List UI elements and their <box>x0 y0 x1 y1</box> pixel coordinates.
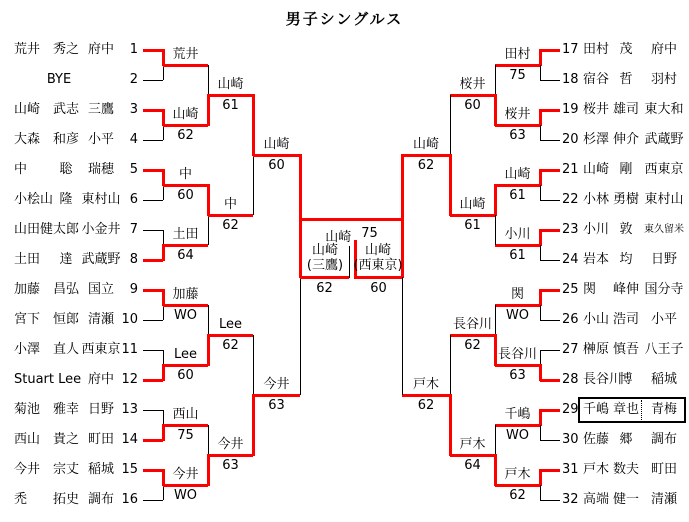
bracket-line <box>495 124 540 127</box>
player-club: 三鷹 <box>87 102 114 117</box>
seed-number: 4 <box>129 132 138 147</box>
match-score: 62 <box>417 158 435 173</box>
player-club: 小平 <box>87 132 114 147</box>
match-winner-label: 中 <box>178 167 192 182</box>
match-score: 62 <box>316 281 333 296</box>
player-club: 青梅 <box>650 402 677 417</box>
match-score: 64 <box>177 248 194 263</box>
bracket-line <box>402 277 403 395</box>
player-given-name: 昌弘 <box>52 282 79 297</box>
player-club: 府中 <box>87 42 114 57</box>
match-score: 62 <box>464 338 481 353</box>
bracket-line <box>402 394 450 397</box>
player-name: 榊原 <box>583 342 610 357</box>
bracket-line <box>163 364 208 367</box>
player-club: 武蔵野 <box>81 252 121 267</box>
player-name: 千嶋 <box>583 402 610 417</box>
player-given-name: 隆 <box>59 192 73 207</box>
seed-number: 32 <box>562 492 579 507</box>
player-name: 杉澤 <box>583 132 610 147</box>
match-score: 75 <box>509 68 526 83</box>
match-winner-label: 山崎 <box>459 197 486 212</box>
match-score: 61 <box>464 218 481 233</box>
player-given-name: 恒郎 <box>52 312 79 327</box>
player-given-name: 宗丈 <box>52 462 79 477</box>
player-given-name: 峰伸 <box>612 282 639 297</box>
match-score: 61 <box>222 98 239 113</box>
player-club: 武蔵野 <box>644 132 684 147</box>
bracket-line <box>495 244 540 247</box>
bracket-line <box>208 94 253 97</box>
match-winner-label: 桜井 <box>459 77 486 92</box>
seed-number: 13 <box>121 402 138 417</box>
match-score: 63 <box>268 398 285 413</box>
match-score: WO <box>505 428 530 443</box>
seed-number: 10 <box>121 312 138 327</box>
match-score: 61 <box>509 248 526 263</box>
match-winner-label: 田村 <box>504 47 531 62</box>
bracket-line <box>495 364 540 367</box>
player-given-name: 健一 <box>612 492 639 507</box>
player-club: 西東京 <box>81 342 121 357</box>
match-winner-label: 山崎 <box>263 137 290 152</box>
match-winner-label: 荒井 <box>172 47 199 62</box>
player-given-name: 達 <box>59 252 73 267</box>
bracket-line <box>495 484 540 487</box>
player-name: 今井 <box>14 462 41 477</box>
match-winner-label: 桜井 <box>504 107 531 122</box>
match-score: 63 <box>509 128 526 143</box>
player-name: 小林 <box>583 192 610 207</box>
match-winner-label: Lee <box>218 317 242 332</box>
seed-number: 25 <box>562 282 579 297</box>
seed-number: 1 <box>129 42 138 57</box>
match-score: 60 <box>268 158 285 173</box>
match-winner-label: 山崎 <box>504 167 531 182</box>
player-name: 山崎 <box>583 162 610 177</box>
player-name: Stuart Lee <box>14 372 82 387</box>
seed-number: 23 <box>562 222 579 237</box>
player-name: 山崎 <box>14 102 41 117</box>
bracket-line <box>208 214 253 217</box>
seed-number: 12 <box>121 372 138 387</box>
player-club: 清瀬 <box>650 492 677 507</box>
player-club: 調布 <box>87 492 114 507</box>
match-score: 63 <box>222 458 239 473</box>
seed-number: 22 <box>562 192 579 207</box>
player-name: 禿 <box>14 492 28 507</box>
player-given-name: 章也 <box>612 402 639 417</box>
player-club: 日野 <box>87 402 114 417</box>
match-winner-label: Lee <box>173 347 197 362</box>
seed-number: 30 <box>562 432 579 447</box>
player-club: 東大和 <box>644 102 684 117</box>
player-given-name: 剛 <box>619 162 633 177</box>
player-club: 西東京 <box>644 162 684 177</box>
seed-number: 17 <box>562 42 579 57</box>
match-score: 62 <box>222 338 239 353</box>
match-score: 75 <box>177 428 194 443</box>
player-given-name: 均 <box>619 252 633 267</box>
bracket-line <box>450 454 495 457</box>
player-club: 小金井 <box>81 222 121 237</box>
player-given-name: 博 <box>619 372 633 387</box>
match-score: 62 <box>417 398 435 413</box>
player-club: 東村山 <box>644 192 684 207</box>
player-club: 府中 <box>650 42 677 57</box>
player-club: 町田 <box>650 462 677 477</box>
match-winner-label: 戸木 <box>459 437 486 452</box>
player-club: 府中 <box>87 372 114 387</box>
bracket-line <box>163 304 208 307</box>
match-score: 60 <box>177 368 194 383</box>
player-name: 菊池 <box>14 402 41 417</box>
player-name: 宿谷 <box>583 72 610 87</box>
bracket-line <box>163 244 208 247</box>
tournament-title: 男子シングルス <box>285 10 404 28</box>
player-club: 東村山 <box>81 192 121 207</box>
player-club: 日野 <box>650 252 677 267</box>
match-winner-label: 関 <box>510 287 524 302</box>
match-winner-label: 戸木 <box>412 377 439 392</box>
match-score: WO <box>173 308 198 323</box>
player-name: 中 <box>14 162 28 177</box>
player-club: 八王子 <box>644 342 684 357</box>
match-winner-label: 長谷川 <box>497 347 537 362</box>
player-name: 小桧山 <box>14 192 54 207</box>
seed-number: 28 <box>562 372 579 387</box>
player-given-name: 聡 <box>59 162 73 177</box>
match-winner-label: 加藤 <box>172 287 199 302</box>
player-given-name: 敦 <box>619 222 633 237</box>
seed-number: 19 <box>562 102 579 117</box>
bracket-line <box>495 304 540 307</box>
bracket-line <box>163 424 208 427</box>
player-name: 加藤 <box>14 282 41 297</box>
bracket-line <box>450 334 495 337</box>
finalist-club: (三鷹) <box>306 258 344 273</box>
match-score: 62 <box>222 218 239 233</box>
player-club: 稲城 <box>87 462 114 477</box>
bracket-line <box>163 64 208 67</box>
bracket-line <box>300 276 349 279</box>
bracket-line <box>355 276 402 279</box>
player-club: 町田 <box>87 432 114 447</box>
match-winner-label: 山崎 <box>412 137 439 152</box>
seed-number: 29 <box>562 402 579 417</box>
player-name: 長谷川 <box>583 372 623 387</box>
seed-number: 8 <box>129 252 138 267</box>
player-given-name: 哲 <box>619 72 633 87</box>
player-name: 宮下 <box>14 312 41 327</box>
player-name: 土田 <box>14 252 41 267</box>
finalist-name: 山崎 <box>311 243 338 258</box>
seed-number: 3 <box>129 102 138 117</box>
player-name: 高端 <box>583 492 610 507</box>
bracket-line <box>253 154 300 157</box>
bracket-line <box>163 124 208 127</box>
seed-number: 26 <box>562 312 579 327</box>
seed-number: 7 <box>129 222 138 237</box>
match-winner-label: 千嶋 <box>504 407 531 422</box>
bracket-line <box>402 154 450 157</box>
player-club: 瑞穂 <box>87 162 114 177</box>
player-name: 大森 <box>14 132 41 147</box>
match-winner-label: 戸木 <box>504 467 531 482</box>
player-club: 羽村 <box>650 72 677 87</box>
player-given-name: 雅幸 <box>52 402 79 417</box>
match-score: 62 <box>509 488 526 503</box>
seed-number: 6 <box>129 192 138 207</box>
bracket-line <box>495 424 540 427</box>
player-name: 荒井 <box>14 42 41 57</box>
player-name: 田村 <box>583 42 610 57</box>
player-name: 小澤 <box>14 342 41 357</box>
match-winner-label: 長谷川 <box>452 317 492 332</box>
bracket-line <box>208 334 253 337</box>
bracket-line <box>495 64 540 67</box>
player-club: 国分寺 <box>644 282 684 297</box>
player-given-name: 数夫 <box>612 462 639 477</box>
final-score: 75 <box>361 226 378 241</box>
seed-number: 11 <box>121 342 138 357</box>
player-given-name: 郷 <box>619 432 633 447</box>
match-score: 64 <box>464 458 481 473</box>
bracket-line <box>163 65 164 80</box>
bracket-line <box>450 214 495 217</box>
match-score: 60 <box>177 188 194 203</box>
player-club: 清瀬 <box>87 312 114 327</box>
player-club: 東久留米 <box>644 224 684 235</box>
seed-number: 14 <box>121 432 138 447</box>
finalist-club: (西東京) <box>353 258 403 273</box>
seed-number: 9 <box>129 282 138 297</box>
player-given-name: 雄司 <box>612 102 639 117</box>
bracket-line <box>208 454 253 457</box>
seed-number: 24 <box>562 252 579 267</box>
player-name: 山田健太郎 <box>14 222 80 237</box>
match-winner-label: 小川 <box>504 227 531 242</box>
player-club: 小平 <box>650 312 677 327</box>
player-given-name: 茂 <box>619 42 633 57</box>
match-winner-label: 今井 <box>172 467 199 482</box>
player-name: 関 <box>583 282 597 297</box>
bracket-line <box>495 184 540 187</box>
match-winner-label: 山崎 <box>172 107 199 122</box>
player-given-name: 武志 <box>52 102 79 117</box>
seed-number: 5 <box>129 162 138 177</box>
match-winner-label: 土田 <box>172 227 199 242</box>
match-score: WO <box>173 488 198 503</box>
player-given-name: 秀之 <box>52 42 79 57</box>
player-given-name: 勇樹 <box>612 192 639 207</box>
match-score: 62 <box>177 128 194 143</box>
bracket-line <box>253 394 300 397</box>
champion-name: 山崎 <box>325 230 352 245</box>
bracket-line <box>450 94 495 97</box>
seed-number: 21 <box>562 162 579 177</box>
player-name: 西山 <box>14 432 41 447</box>
match-winner-label: 中 <box>223 197 237 212</box>
match-score: 60 <box>464 98 481 113</box>
player-given-name: 伸介 <box>612 132 639 147</box>
match-winner-label: 山崎 <box>217 77 244 92</box>
player-name: 佐藤 <box>583 432 610 447</box>
player-name: 小川 <box>583 222 610 237</box>
match-winner-label: 西山 <box>172 407 199 422</box>
seed-number: 15 <box>121 462 138 477</box>
finalist-name: 山崎 <box>364 243 391 258</box>
bracket-line <box>163 484 208 487</box>
player-given-name: 慎吾 <box>612 342 639 357</box>
seed-number: 20 <box>562 132 579 147</box>
player-given-name: 直人 <box>52 342 79 357</box>
match-winner-label: 今井 <box>263 377 290 392</box>
player-given-name: 拓史 <box>52 492 79 507</box>
seed-number: 2 <box>129 72 138 87</box>
player-club: 稲城 <box>650 372 677 387</box>
match-score: 60 <box>370 281 387 296</box>
bracket-line <box>143 80 163 81</box>
player-name: 戸木 <box>583 462 610 477</box>
seed-number: 16 <box>121 492 138 507</box>
player-given-name: 貴之 <box>52 432 79 447</box>
match-score: 63 <box>509 368 526 383</box>
match-score: WO <box>505 308 530 323</box>
player-given-name: 浩司 <box>612 312 639 327</box>
player-name: 桜井 <box>583 102 610 117</box>
bracket-line <box>163 184 208 187</box>
player-name: BYE <box>46 72 72 87</box>
player-name: 小山 <box>583 312 610 327</box>
seed-number: 18 <box>562 72 579 87</box>
seed-number: 31 <box>562 462 579 477</box>
bracket-line <box>300 218 403 221</box>
player-club: 調布 <box>650 432 677 447</box>
seed-number: 27 <box>562 342 579 357</box>
player-given-name: 和彦 <box>52 132 79 147</box>
match-score: 61 <box>509 188 526 203</box>
match-winner-label: 今井 <box>217 437 244 452</box>
player-club: 国立 <box>87 282 114 297</box>
player-name: 岩本 <box>583 252 610 267</box>
